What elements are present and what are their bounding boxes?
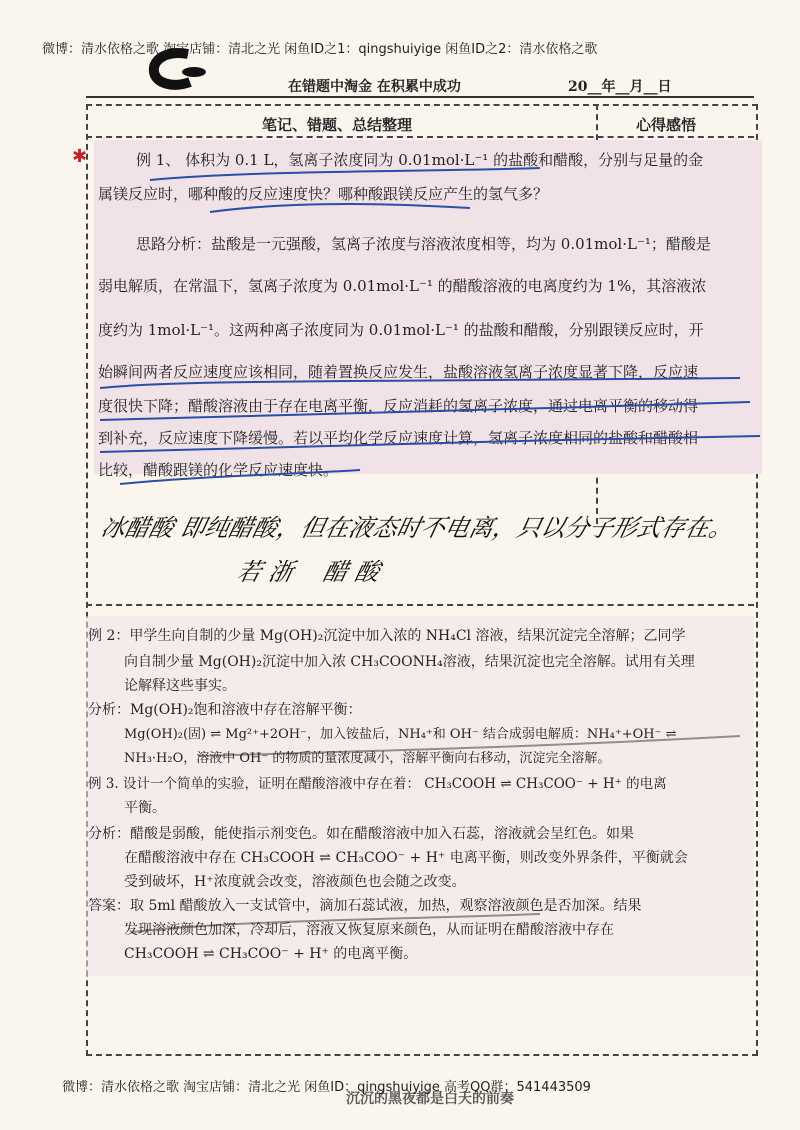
example2-analysis-label: 分析：Mg(OH)₂饱和溶液中存在溶解平衡：: [88, 702, 362, 718]
example2-analysis-line: Mg(OH)₂(固) ⇌ Mg²⁺+2OH⁻，加入铵盐后，NH₄⁺和 OH⁻ 结合成弱电解质：NH₄⁺+OH⁻ ⇌: [124, 727, 677, 742]
example1-analysis-line: 始瞬间两者反应速度应该相同，随着置换反应发生，盐酸溶液氢离子浓度显著下降，反应速: [98, 363, 699, 381]
example2-question-line: 论解释这些事实。: [124, 678, 236, 694]
handwritten-note: 冰醋酸 即纯醋酸，但在液态时不电离，只以分子形式存在。: [98, 514, 737, 542]
example1-analysis-line: 度很快下降；醋酸溶液由于存在电离平衡，反应消耗的氢离子浓度，通过电离平衡的移动得: [98, 397, 699, 415]
top-watermark: 微博：清水依格之歌 淘宝店铺：清北之光 闲鱼ID之1：qingshuiyige 闲鱼ID之2：清水依格之歌: [42, 42, 598, 57]
column-title-notes: 笔记、错题、总结整理: [262, 116, 413, 134]
example2-question-line: 向自制少量 Mg(OH)₂沉淀中加入浓 CH₃COONH₄溶液，结果沉淀也完全溶解。试用有关理: [124, 654, 695, 670]
header-date: 20__年__月__日: [568, 79, 672, 95]
example1-analysis-line: 弱电解质，在常温下，氢离子浓度为 0.01mol·L⁻¹ 的醋酸溶液的电离度约为 1%，其溶液浓: [98, 277, 707, 295]
red-mark-icon: ✱: [72, 146, 88, 167]
example3-analysis-line: 受到破坏，H⁺浓度就会改变，溶液颜色也会随之改变。: [124, 874, 466, 890]
example3-analysis-line: 在醋酸溶液中存在 CH₃COOH ⇌ CH₃COO⁻ + H⁺ 电离平衡，则改变外界条件，平衡就会: [124, 850, 688, 866]
example2-analysis-line: NH₃·H₂O，溶液中 OH⁻ 的物质的量浓度减小，溶解平衡向右移动，沉淀完全溶解。: [124, 751, 611, 766]
example1-question-line2: 属镁反应时，哪种酸的反应速度快？哪种酸跟镁反应产生的氢气多？: [98, 185, 549, 203]
example1-analysis-line: 到补充，反应速度下降缓慢。若以平均化学反应速度计算，氢离子浓度相同的盐酸和醋酸相: [98, 429, 699, 447]
footer-motto: 沉沉的黑夜都是白天的前奏: [346, 1091, 514, 1107]
example1-analysis-line: 度约为 1mol·L⁻¹。这两种离子浓度同为 0.01mol·L⁻¹ 的盐酸和醋酸，分别跟镁反应时，开: [98, 321, 704, 339]
example1-analysis-line: 思路分析：盐酸是一元强酸，氢离子浓度与溶液浓度相等，均为 0.01mol·L⁻¹；醋酸是: [136, 235, 711, 253]
bottom-watermark: 微博：清水依格之歌 淘宝店铺：清北之光 闲鱼ID：qingshuiyige 高考QQ群：541443509: [62, 1080, 591, 1095]
example3-answer-line: CH₃COOH ⇌ CH₃COO⁻ + H⁺ 的电离平衡。: [124, 946, 418, 962]
example2-question-line: 例 2：甲学生向自制的少量 Mg(OH)₂沉淀中加入浓的 NH₄Cl 溶液，结果沉淀完全溶解；乙同学: [88, 628, 686, 644]
example1-analysis-line: 比较，醋酸跟镁的化学反应速度快。: [98, 461, 339, 479]
example3-question-line: 例 3. 设计一个简单的实验，证明在醋酸溶液中存在着： CH₃COOH ⇌ CH₃COO⁻ + H⁺ 的电离: [88, 776, 667, 792]
example1-question-line1: 例 1、 体积为 0.1 L，氢离子浓度同为 0.01mol·L⁻¹ 的盐酸和醋酸，分别与足量的金: [136, 151, 704, 169]
example3-analysis-line: 分析：醋酸是弱酸，能使指示剂变色。如在醋酸溶液中加入石蕊，溶液就会呈红色。如果: [88, 826, 634, 842]
example3-answer-line: 答案：取 5ml 醋酸放入一支试管中，滴加石蕊试液，加热，观察溶液颜色是否加深。结果: [88, 898, 642, 914]
example3-answer-line: 发现溶液颜色加深，冷却后，溶液又恢复原来颜色，从而证明在醋酸溶液中存在: [124, 922, 614, 938]
handwritten-marks: 若 浙 醋 酸: [234, 558, 383, 586]
column-title-reflection: 心得感悟: [636, 116, 697, 134]
example3-question-line: 平衡。: [124, 800, 166, 816]
header-motto: 在错题中淘金 在积累中成功: [288, 79, 461, 95]
